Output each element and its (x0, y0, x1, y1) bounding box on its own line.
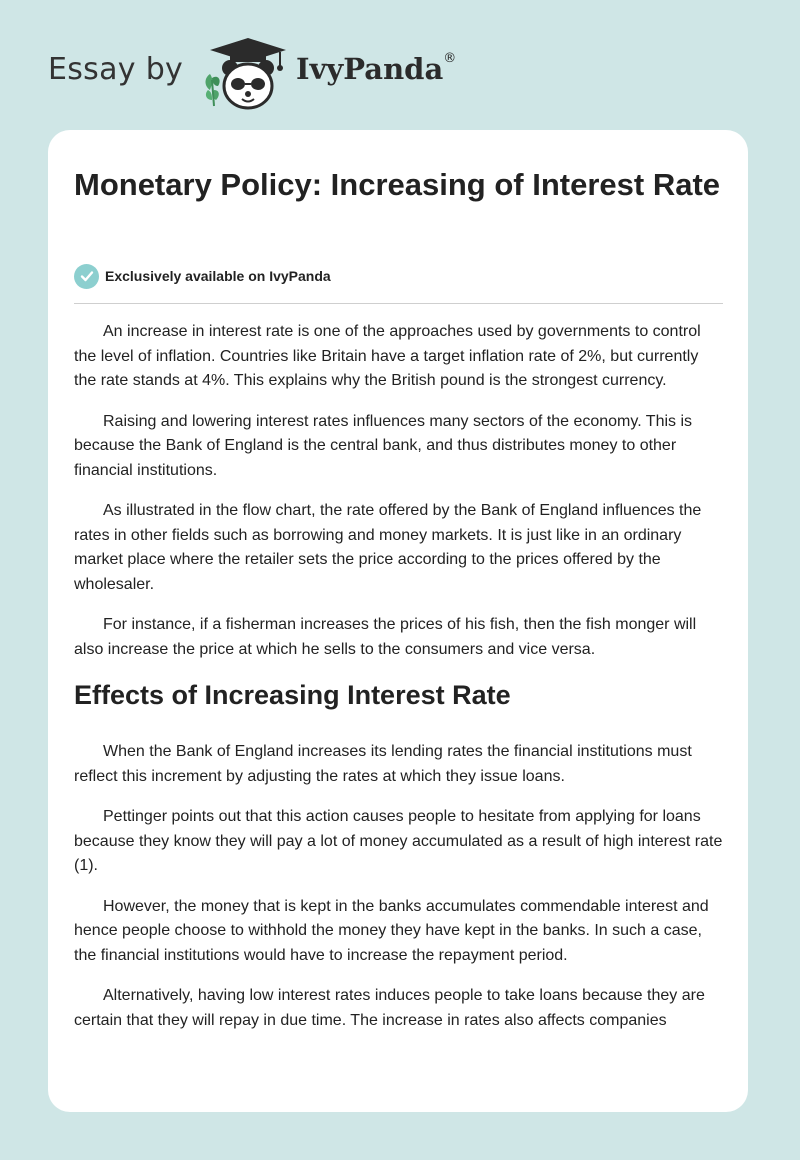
paragraph: For instance, if a fisherman increases the prices of his fish, then the fish monger will also increase the price at which he sells to the consumers and vice versa. (74, 616, 697, 658)
section-heading: Effects of Increasing Interest Rate (74, 680, 511, 710)
brand-name[interactable]: IvyPanda® (296, 51, 457, 86)
paragraph: When the Bank of England increases its lending rates the financial institutions must reflect this increment by adjusting the rates at which they issue loans. (74, 743, 692, 785)
exclusive-badge (74, 263, 331, 289)
paragraph: As illustrated in the flow chart, the rate offered by the Bank of England influences the rates in other fields such as borrowing and money markets. It is just like in an ordinary market place where the retailer sets the price according to the prices offered by the wholesaler. (74, 502, 702, 593)
divider (74, 303, 723, 304)
paragraph: Pettinger points out that this action causes people to hesitate from applying for loans because they know they will pay a lot of money accumulated as a result of high interest rate (1). (74, 808, 723, 874)
check-icon (74, 264, 99, 289)
panda-logo-icon[interactable] (200, 34, 296, 114)
essay-by-label: Essay by (48, 52, 184, 87)
article-body (74, 320, 723, 1049)
paragraph: Raising and lowering interest rates influences many sectors of the economy. This is because the Bank of England is the central bank, and thus distributes money to other financial institutions. (74, 412, 693, 479)
exclusive-label: Exclusively available on IvyPanda (105, 268, 331, 284)
essay-card (48, 130, 748, 1112)
paragraph: An increase in interest rate is one of the approaches used by governments to control the level of inflation. Countries like Britain have a target inflation rate of 2%, but currently the rate stands at 4%. This explains why the British pound is the strongest currency. (74, 323, 701, 389)
paragraph: However, the money that is kept in the banks accumulates commendable interest and hence people choose to withhold the money they have kept in the banks. In such a case, the financial institutions would have to increase the repayment period. (74, 897, 709, 964)
paragraph: Alternatively, having low interest rates induces people to take loans because they are certain that they will repay in due time. The increase in rates also affects companies (74, 987, 705, 1029)
site-header (48, 34, 548, 114)
registered-mark: ® (443, 51, 457, 67)
page-title: Monetary Policy: Increasing of Interest Rate (74, 167, 721, 202)
